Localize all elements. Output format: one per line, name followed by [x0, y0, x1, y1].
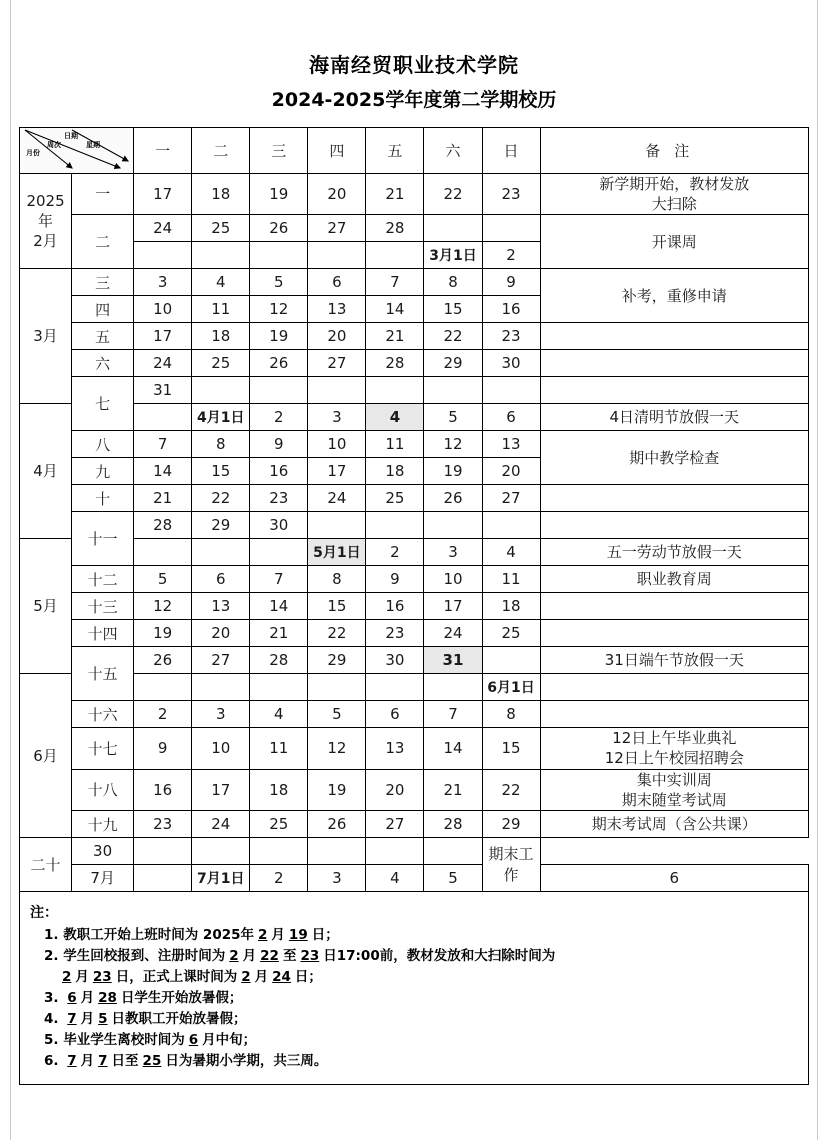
table-row	[20, 701, 809, 728]
day-cell: 3	[192, 701, 250, 728]
header-weekday-tue: 二	[192, 127, 250, 173]
day-cell: 17	[192, 769, 250, 811]
day-cell-empty	[250, 838, 308, 865]
day-cell-empty	[366, 377, 424, 404]
day-cell: 4	[366, 865, 424, 892]
table-row	[20, 593, 809, 620]
week-number-cell: 五	[72, 323, 134, 350]
week-number-cell: 八	[72, 431, 134, 458]
day-cell: 27	[366, 811, 424, 838]
day-cell: 2	[250, 404, 308, 431]
day-cell: 12	[250, 296, 308, 323]
day-cell: 27	[192, 647, 250, 674]
day-cell: 8	[308, 566, 366, 593]
remark-cell: 期末考试周（含公共课）	[540, 811, 808, 838]
footnote-item: 2. 学生回校报到、注册时间为 2 月 22 至 23 日17:00前，教材发放和大扫除时间为	[44, 948, 556, 965]
remark-cell-empty	[540, 323, 808, 350]
remark-cell: 五一劳动节放假一天	[540, 539, 808, 566]
day-cell: 13	[192, 593, 250, 620]
day-cell: 6	[192, 566, 250, 593]
day-cell: 30	[366, 647, 424, 674]
remark-cell: 开课周	[540, 215, 808, 269]
day-cell: 14	[250, 593, 308, 620]
academic-calendar-table	[19, 127, 809, 893]
month-cell: 2025年 2月	[20, 173, 72, 269]
day-cell-empty	[192, 539, 250, 566]
day-cell: 16	[482, 296, 540, 323]
day-cell-empty	[192, 242, 250, 269]
day-cell: 11	[250, 728, 308, 770]
day-cell: 11	[192, 296, 250, 323]
day-cell: 21	[134, 485, 192, 512]
day-cell-empty	[366, 674, 424, 701]
day-cell-empty	[250, 377, 308, 404]
day-cell: 16	[366, 593, 424, 620]
table-row	[20, 620, 809, 647]
table-row	[20, 865, 809, 892]
day-cell: 11	[366, 431, 424, 458]
day-cell-empty	[250, 674, 308, 701]
corner-label-week: 周次	[47, 140, 61, 149]
week-number-cell: 四	[72, 296, 134, 323]
day-cell: 6	[308, 269, 366, 296]
day-cell: 19	[308, 769, 366, 811]
day-cell: 15	[308, 593, 366, 620]
day-cell: 26	[250, 215, 308, 242]
week-number-cell: 二	[72, 215, 134, 269]
corner-label-month: 月份	[26, 148, 40, 157]
remark-cell: 职业教育周	[540, 566, 808, 593]
day-cell: 3	[308, 404, 366, 431]
day-cell-empty	[308, 512, 366, 539]
day-cell: 15	[192, 458, 250, 485]
table-row	[20, 566, 809, 593]
day-cell-empty	[308, 838, 366, 865]
week-number-cell: 十三	[72, 593, 134, 620]
week-number-cell: 十	[72, 485, 134, 512]
footnotes-block	[19, 892, 809, 1084]
remark-cell-empty	[540, 620, 808, 647]
month-cell: 4月	[20, 404, 72, 539]
day-cell-empty	[250, 242, 308, 269]
school-name: 海南经贸职业技术学院	[309, 53, 519, 77]
day-cell: 14	[134, 458, 192, 485]
day-cell: 24	[134, 215, 192, 242]
day-cell: 20	[192, 620, 250, 647]
table-row	[20, 811, 809, 838]
day-cell: 23	[366, 620, 424, 647]
day-cell: 18	[192, 173, 250, 215]
remark-cell: 补考，重修申请	[540, 269, 808, 323]
table-row	[20, 404, 809, 431]
day-cell-empty	[134, 242, 192, 269]
day-cell: 17	[134, 323, 192, 350]
day-cell: 26	[424, 485, 482, 512]
day-cell: 9	[482, 269, 540, 296]
day-cell: 20	[308, 323, 366, 350]
header-weekday-thu: 四	[308, 127, 366, 173]
day-cell: 17	[424, 593, 482, 620]
day-cell: 25	[366, 485, 424, 512]
day-cell: 7	[250, 566, 308, 593]
page-left-edge	[10, 0, 11, 1140]
day-cell-empty	[308, 377, 366, 404]
day-cell-empty	[424, 512, 482, 539]
day-cell: 6月1日	[482, 674, 540, 701]
day-cell-holiday: 5月1日	[308, 539, 366, 566]
table-row	[20, 485, 809, 512]
day-cell: 8	[424, 269, 482, 296]
remark-cell-empty	[540, 674, 808, 701]
day-cell-empty	[192, 674, 250, 701]
day-cell: 20	[482, 458, 540, 485]
remark-cell: 期中教学检查	[540, 431, 808, 485]
month-cell: 7月	[72, 865, 134, 892]
day-cell: 6	[366, 701, 424, 728]
day-cell: 18	[366, 458, 424, 485]
day-cell: 28	[134, 512, 192, 539]
day-cell: 25	[482, 620, 540, 647]
table-row	[20, 350, 809, 377]
day-cell: 19	[250, 323, 308, 350]
day-cell: 5	[250, 269, 308, 296]
day-cell-empty	[308, 674, 366, 701]
day-cell: 25	[192, 350, 250, 377]
day-cell-empty	[250, 539, 308, 566]
day-cell: 6	[540, 865, 808, 892]
week-number-cell: 十八	[72, 769, 134, 811]
day-cell: 13	[366, 728, 424, 770]
day-cell: 26	[134, 647, 192, 674]
week-number-cell: 六	[72, 350, 134, 377]
week-number-cell: 十一	[72, 512, 134, 566]
day-cell: 24	[424, 620, 482, 647]
day-cell: 12	[424, 431, 482, 458]
day-cell-empty	[192, 838, 250, 865]
day-cell: 9	[250, 431, 308, 458]
day-cell: 29	[308, 647, 366, 674]
day-cell: 2	[134, 701, 192, 728]
day-cell-empty	[482, 215, 540, 242]
day-cell: 10	[134, 296, 192, 323]
title-block	[0, 0, 828, 113]
day-cell: 17	[134, 173, 192, 215]
table-row	[20, 377, 809, 404]
day-cell: 19	[250, 173, 308, 215]
day-cell: 10	[308, 431, 366, 458]
remark-cell: 新学期开始，教材发放 大扫除	[540, 173, 808, 215]
day-cell-empty	[308, 242, 366, 269]
remark-cell: 期末工作	[482, 838, 540, 892]
day-cell: 14	[366, 296, 424, 323]
day-cell: 12	[134, 593, 192, 620]
day-cell-empty	[366, 838, 424, 865]
table-row	[20, 674, 809, 701]
day-cell: 25	[250, 811, 308, 838]
table-row	[20, 512, 809, 539]
day-cell-empty	[482, 377, 540, 404]
day-cell: 23	[482, 173, 540, 215]
day-cell: 29	[482, 811, 540, 838]
week-number-cell: 二十	[20, 838, 72, 892]
remark-cell-empty	[540, 512, 808, 539]
week-number-cell: 七	[72, 377, 134, 431]
day-cell-empty	[424, 215, 482, 242]
day-cell: 25	[192, 215, 250, 242]
remark-cell-empty	[540, 377, 808, 404]
header-weekday-sun: 日	[482, 127, 540, 173]
day-cell: 5	[424, 865, 482, 892]
day-cell: 23	[250, 485, 308, 512]
day-cell: 9	[366, 566, 424, 593]
day-cell-empty	[192, 377, 250, 404]
remark-cell: 集中实训周 期末随堂考试周	[540, 769, 808, 811]
header-weekday-mon: 一	[134, 127, 192, 173]
day-cell-empty	[134, 539, 192, 566]
day-cell: 30	[72, 838, 134, 865]
day-cell: 4	[250, 701, 308, 728]
day-cell: 5	[134, 566, 192, 593]
day-cell-empty	[424, 674, 482, 701]
month-cell: 5月	[20, 539, 72, 674]
footnotes-list	[30, 925, 808, 1071]
day-cell: 19	[424, 458, 482, 485]
calendar-title: 2024-2025学年度第二学期校历	[271, 89, 557, 111]
day-cell: 12	[308, 728, 366, 770]
day-cell: 6	[482, 404, 540, 431]
corner-label-date: 日期	[64, 131, 78, 140]
week-number-cell: 九	[72, 458, 134, 485]
remark-cell: 12日上午毕业典礼 12日上午校园招聘会	[540, 728, 808, 770]
day-cell: 24	[192, 811, 250, 838]
page-right-edge	[817, 0, 818, 1140]
table-row	[20, 431, 809, 458]
header-row	[20, 127, 809, 173]
day-cell: 3	[424, 539, 482, 566]
day-cell: 14	[424, 728, 482, 770]
footnote-item: 3. 6 月 28 日学生开始放暑假；	[44, 989, 243, 1006]
day-cell: 27	[308, 350, 366, 377]
day-cell-holiday: 4	[366, 404, 424, 431]
day-cell: 17	[308, 458, 366, 485]
table-row	[20, 838, 809, 865]
week-number-cell: 十四	[72, 620, 134, 647]
day-cell: 23	[482, 323, 540, 350]
day-cell: 18	[192, 323, 250, 350]
remark-cell: 31日端午节放假一天	[540, 647, 808, 674]
day-cell: 21	[366, 173, 424, 215]
remark-cell: 4日清明节放假一天	[540, 404, 808, 431]
week-number-cell: 十五	[72, 647, 134, 701]
day-cell-empty	[134, 865, 192, 892]
day-cell: 22	[482, 769, 540, 811]
day-cell-empty	[134, 404, 192, 431]
footnote-item: 4. 7 月 5 日教职工开始放暑假；	[44, 1010, 247, 1027]
week-number-cell: 十六	[72, 701, 134, 728]
day-cell: 4	[192, 269, 250, 296]
day-cell: 30	[250, 512, 308, 539]
table-row	[20, 269, 809, 296]
day-cell: 23	[134, 811, 192, 838]
day-cell: 9	[134, 728, 192, 770]
day-cell: 21	[366, 323, 424, 350]
day-cell: 3月1日	[424, 242, 482, 269]
day-cell: 28	[366, 350, 424, 377]
table-row	[20, 539, 809, 566]
week-number-cell: 十九	[72, 811, 134, 838]
footnote-item: 5. 毕业学生离校时间为 6 月中旬；	[44, 1031, 257, 1048]
day-cell: 24	[134, 350, 192, 377]
day-cell: 27	[308, 215, 366, 242]
day-cell: 27	[482, 485, 540, 512]
week-number-cell: 十七	[72, 728, 134, 770]
footnote-item: 2 月 23 日，正式上课时间为 2 月 24 日；	[62, 969, 322, 986]
day-cell: 21	[424, 769, 482, 811]
month-cell: 6月	[20, 674, 72, 838]
day-cell: 8	[482, 701, 540, 728]
day-cell: 13	[482, 431, 540, 458]
day-cell: 15	[482, 728, 540, 770]
day-cell-empty	[134, 674, 192, 701]
table-row	[20, 215, 809, 242]
month-cell: 3月	[20, 269, 72, 404]
header-weekday-sat: 六	[424, 127, 482, 173]
day-cell: 3	[308, 865, 366, 892]
day-cell: 28	[250, 647, 308, 674]
day-cell: 18	[482, 593, 540, 620]
day-cell: 28	[424, 811, 482, 838]
day-cell-empty	[424, 838, 482, 865]
day-cell: 2	[482, 242, 540, 269]
day-cell-empty	[482, 512, 540, 539]
corner-diagonal-header	[20, 127, 134, 173]
day-cell-empty	[366, 242, 424, 269]
remark-cell-empty	[540, 350, 808, 377]
day-cell: 26	[308, 811, 366, 838]
remark-cell-empty	[540, 485, 808, 512]
header-remarks: 备注	[540, 127, 808, 173]
day-cell-empty	[366, 512, 424, 539]
day-cell: 19	[134, 620, 192, 647]
day-cell: 20	[308, 173, 366, 215]
day-cell: 29	[424, 350, 482, 377]
day-cell: 7月1日	[192, 865, 250, 892]
day-cell: 5	[308, 701, 366, 728]
day-cell: 22	[424, 323, 482, 350]
day-cell: 26	[250, 350, 308, 377]
day-cell: 4月1日	[192, 404, 250, 431]
day-cell: 29	[192, 512, 250, 539]
footnote-item: 6. 7 月 7 日至 25 日为暑期小学期，共三周。	[44, 1052, 328, 1069]
table-row	[20, 647, 809, 674]
day-cell: 7	[366, 269, 424, 296]
day-cell: 21	[250, 620, 308, 647]
day-cell: 5	[424, 404, 482, 431]
day-cell: 24	[308, 485, 366, 512]
day-cell: 16	[250, 458, 308, 485]
day-cell: 8	[192, 431, 250, 458]
day-cell-empty	[482, 647, 540, 674]
header-weekday-wed: 三	[250, 127, 308, 173]
day-cell: 30	[482, 350, 540, 377]
day-cell: 22	[424, 173, 482, 215]
day-cell: 28	[366, 215, 424, 242]
footnotes-label: 注：	[30, 905, 58, 922]
table-row	[20, 728, 809, 770]
week-number-cell: 三	[72, 269, 134, 296]
table-row	[20, 173, 809, 215]
day-cell: 20	[366, 769, 424, 811]
day-cell-empty	[134, 838, 192, 865]
table-body	[20, 173, 809, 892]
day-cell: 2	[250, 865, 308, 892]
day-cell: 22	[308, 620, 366, 647]
corner-label-weekday: 星期	[86, 140, 100, 149]
remark-cell-empty	[540, 701, 808, 728]
day-cell: 10	[424, 566, 482, 593]
remark-cell-empty	[540, 593, 808, 620]
footnote-item: 1. 教职工开始上班时间为 2025年 2 月 19 日；	[44, 927, 339, 944]
day-cell: 7	[134, 431, 192, 458]
day-cell-empty	[424, 377, 482, 404]
day-cell: 10	[192, 728, 250, 770]
day-cell: 11	[482, 566, 540, 593]
week-number-cell: 十二	[72, 566, 134, 593]
week-number-cell: 一	[72, 173, 134, 215]
header-weekday-fri: 五	[366, 127, 424, 173]
day-cell: 31	[134, 377, 192, 404]
day-cell: 3	[134, 269, 192, 296]
day-cell: 13	[308, 296, 366, 323]
day-cell: 22	[192, 485, 250, 512]
day-cell: 2	[366, 539, 424, 566]
day-cell: 18	[250, 769, 308, 811]
day-cell: 7	[424, 701, 482, 728]
day-cell: 15	[424, 296, 482, 323]
table-row	[20, 323, 809, 350]
day-cell: 16	[134, 769, 192, 811]
table-head	[20, 127, 809, 173]
day-cell-holiday: 31	[424, 647, 482, 674]
day-cell: 4	[482, 539, 540, 566]
table-row	[20, 769, 809, 811]
